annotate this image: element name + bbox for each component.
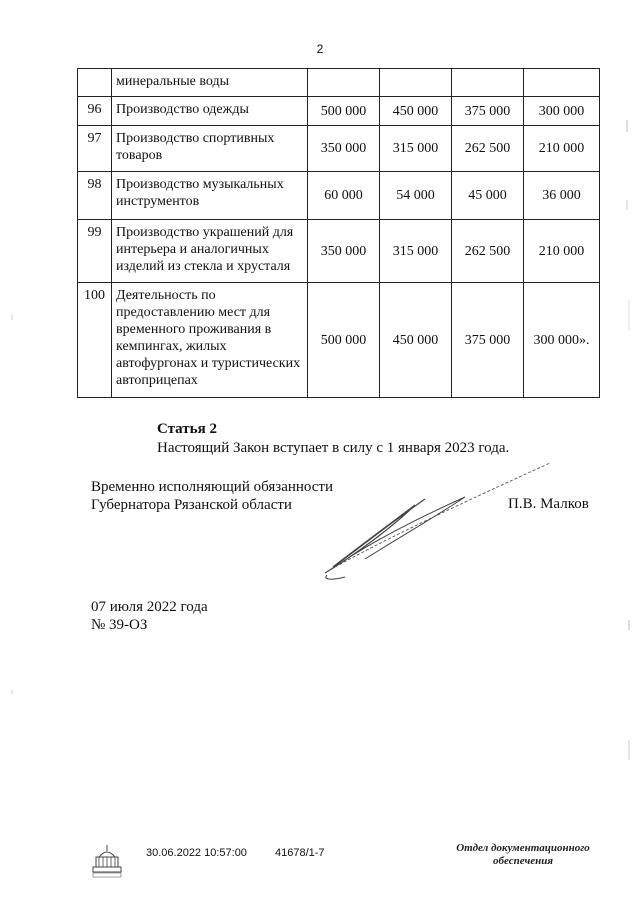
row-number: 98 [78,172,112,220]
value-cell: 500 000 [308,283,380,398]
signatory-line-1: Временно исполняющий обязанности [91,479,334,495]
activity-name: Производство музыкальных инструментов [112,172,308,220]
activity-name: Производство одежды [112,97,308,126]
value-cell: 300 000». [524,283,600,398]
value-cell: 210 000 [524,220,600,283]
row-number: 99 [78,220,112,283]
article-title: Статья 2 [157,421,217,437]
value-cell: 60 000 [308,172,380,220]
signatory-name: П.В. Малков [508,496,589,512]
value-cell: 500 000 [308,97,380,126]
activity-name: минеральные воды [112,69,308,97]
page-number: 2 [316,42,324,56]
activity-name: Деятельность по предоставлению мест для временного проживания в кемпингах, жилых автофургонах и туристических автоприцепах [112,283,308,398]
row-number: 100 [78,283,112,398]
department-line-2: обеспечения [492,855,553,867]
row-number: 96 [78,97,112,126]
value-cell: 300 000 [524,97,600,126]
article-text: Настоящий Закон вступает в силу с 1 января 2023 года. [157,440,510,456]
activity-name: Производство спортивных товаров [112,126,308,172]
adoption-date: 07 июля 2022 года [91,599,208,615]
value-cell: 262 500 [452,220,524,283]
law-number: № 39-ОЗ [91,617,148,633]
value-cell: 45 000 [452,172,524,220]
value-cell: 210 000 [524,126,600,172]
value-cell: 54 000 [380,172,452,220]
value-cell: 450 000 [380,283,452,398]
activity-name: Производство украшений для интерьера и аналогичных изделий из стекла и хрусталя [112,220,308,283]
value-cell: 350 000 [308,126,380,172]
footer-timestamp: 30.06.2022 10:57:00 [146,847,247,859]
footer-doc-id: 41678/1-7 [275,847,325,859]
value-cell: 450 000 [380,97,452,126]
signatory-line-2: Губернатора Рязанской области [91,497,292,513]
value-cell: 262 500 [452,126,524,172]
value-cell: 315 000 [380,126,452,172]
department-line-1: Отдел документационного [456,842,590,854]
value-cell: 350 000 [308,220,380,283]
row-number: 97 [78,126,112,172]
value-cell: 36 000 [524,172,600,220]
value-cell: 315 000 [380,220,452,283]
value-cell: 375 000 [452,283,524,398]
value-cell: 375 000 [452,97,524,126]
